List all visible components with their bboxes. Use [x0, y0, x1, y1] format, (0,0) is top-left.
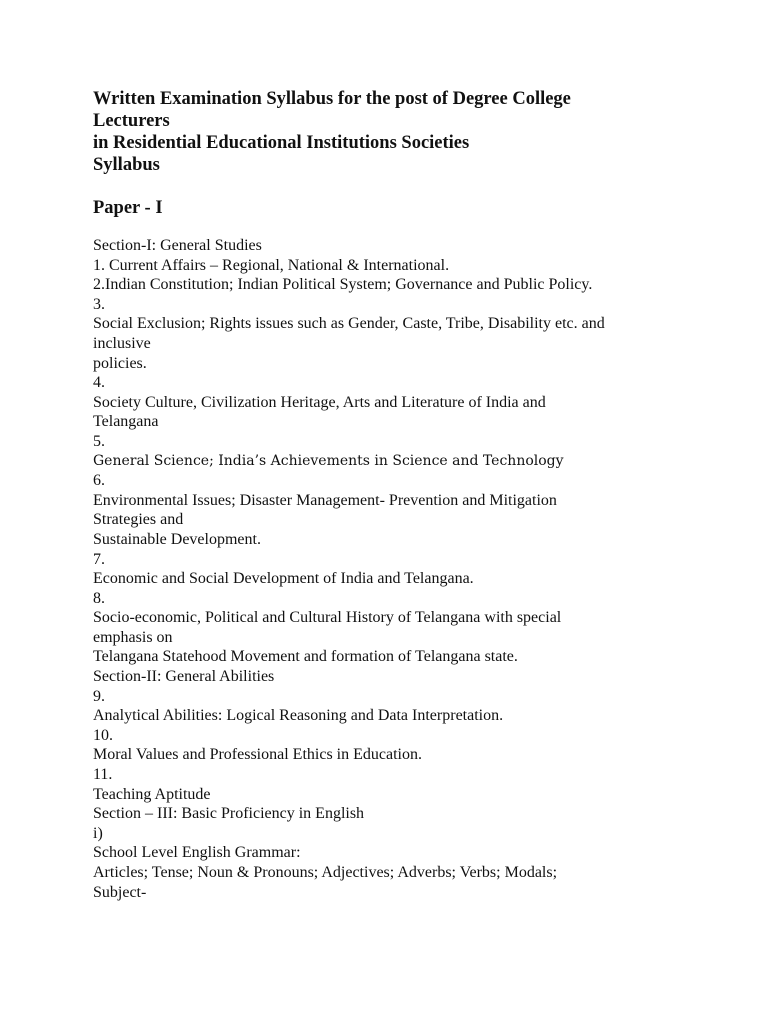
syllabus-line: 2.Indian Constitution; Indian Political System; Governance and Public Policy. [93, 276, 593, 294]
syllabus-line: 10. [93, 726, 113, 744]
syllabus-line: Telangana Statehood Movement and formation of Telangana state. [93, 648, 518, 666]
document-page [93, 88, 733, 902]
title-line: Syllabus [93, 155, 160, 175]
syllabus-line: General Science; India’s Achievements in Science and Technology [93, 452, 564, 469]
syllabus-line: Analytical Abilities: Logical Reasoning and Data Interpretation. [93, 707, 504, 725]
syllabus-line: 3. [93, 295, 105, 313]
paper-heading: Paper - I [93, 198, 163, 218]
syllabus-line: Subject- [93, 883, 147, 901]
syllabus-line: Socio-economic, Political and Cultural History of Telangana with special [93, 609, 562, 627]
title-line: Written Examination Syllabus for the post of Degree College [93, 89, 571, 109]
syllabus-line: Section – III: Basic Proficiency in English [93, 805, 365, 823]
syllabus-line: Strategies and [93, 511, 184, 529]
syllabus-line: Articles; Tense; Noun & Pronouns; Adjectives; Adverbs; Verbs; Modals; [93, 864, 558, 881]
syllabus-line: School Level English Grammar: [93, 844, 301, 862]
syllabus-line: 7. [93, 550, 105, 568]
syllabus-line: policies. [93, 354, 147, 372]
syllabus-line: Economic and Social Development of India and Telangana. [93, 570, 474, 588]
syllabus-line: emphasis on [93, 628, 173, 646]
syllabus-line: 4. [93, 374, 105, 392]
syllabus-line: Section-II: General Abilities [93, 668, 275, 686]
syllabus-line: 8. [93, 589, 105, 607]
syllabus-line: 6. [93, 472, 105, 490]
syllabus-line: 11. [93, 766, 113, 784]
document-title [93, 88, 733, 176]
syllabus-body [93, 236, 733, 902]
syllabus-line: Section-I: General Studies [93, 237, 262, 254]
syllabus-line: Social Exclusion; Rights issues such as Gender, Caste, Tribe, Disability etc. and [93, 315, 605, 333]
title-line: Lecturers [93, 111, 170, 131]
syllabus-line: i) [93, 824, 103, 842]
syllabus-line: 5. [93, 432, 105, 450]
syllabus-line: Telangana [93, 413, 159, 431]
syllabus-line: Teaching Aptitude [93, 785, 211, 803]
syllabus-line: Sustainable Development. [93, 530, 261, 548]
syllabus-line: Society Culture, Civilization Heritage, Arts and Literature of India and [93, 393, 546, 411]
syllabus-line: inclusive [93, 334, 151, 352]
syllabus-line: 1. Current Affairs – Regional, National & International. [93, 256, 450, 274]
syllabus-line: Environmental Issues; Disaster Management- Prevention and Mitigation [93, 491, 557, 509]
title-line: in Residential Educational Institutions Societies [93, 133, 470, 153]
syllabus-line: Moral Values and Professional Ethics in Education. [93, 746, 422, 764]
syllabus-line: 9. [93, 687, 105, 705]
